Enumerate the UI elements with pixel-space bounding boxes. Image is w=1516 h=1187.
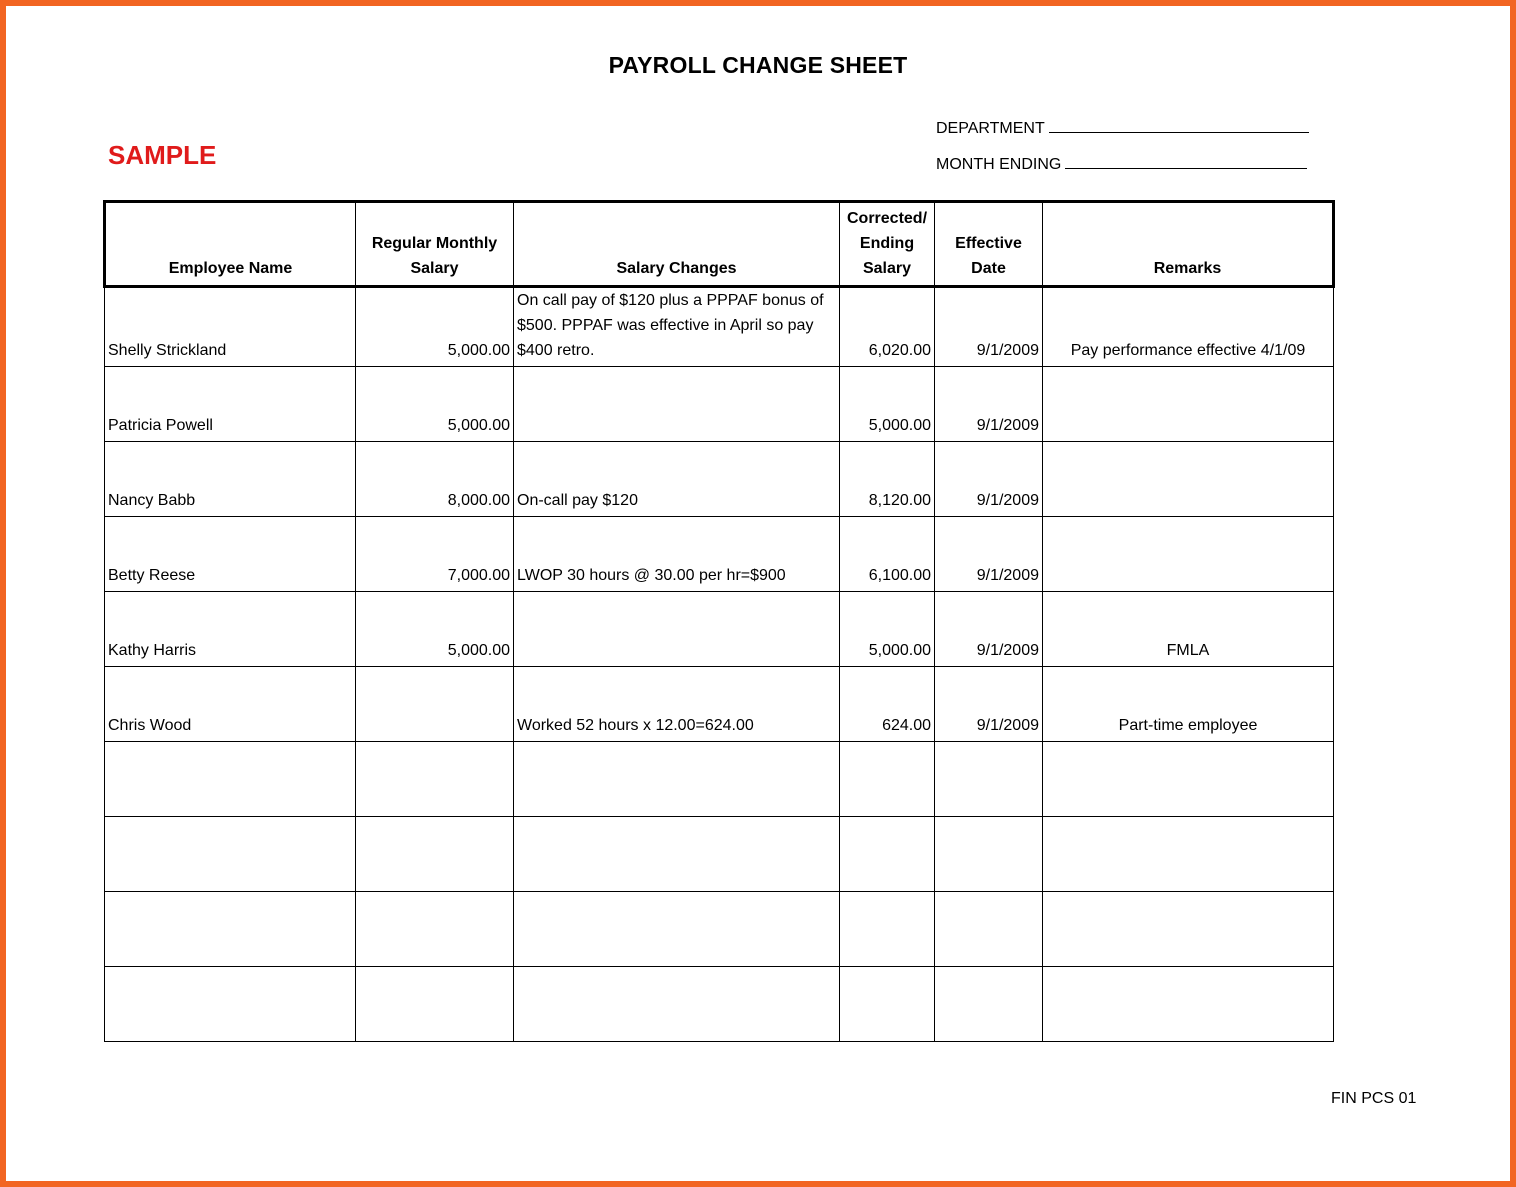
cell-remarks[interactable]	[1043, 967, 1334, 1042]
cell-regular-salary[interactable]: 5,000.00	[356, 367, 514, 442]
month-ending-field[interactable]	[936, 152, 1307, 174]
cell-effective-date[interactable]: 9/1/2009	[935, 442, 1043, 517]
cell-regular-salary[interactable]	[356, 817, 514, 892]
table-row	[105, 742, 1334, 817]
header-effective-date: Effective Date	[935, 202, 1043, 287]
cell-corrected-salary[interactable]	[840, 892, 935, 967]
cell-salary-changes[interactable]	[514, 892, 840, 967]
cell-remarks[interactable]: Pay performance effective 4/1/09	[1043, 287, 1334, 367]
cell-remarks[interactable]	[1043, 442, 1334, 517]
table-row	[105, 367, 1334, 442]
cell-salary-changes[interactable]	[514, 742, 840, 817]
cell-effective-date[interactable]	[935, 817, 1043, 892]
table-row	[105, 967, 1334, 1042]
cell-regular-salary[interactable]	[356, 892, 514, 967]
cell-regular-salary[interactable]: 5,000.00	[356, 287, 514, 367]
header-remarks: Remarks	[1043, 202, 1334, 287]
table-row	[105, 667, 1334, 742]
cell-corrected-salary[interactable]	[840, 742, 935, 817]
cell-employee-name[interactable]: Kathy Harris	[105, 592, 356, 667]
cell-regular-salary[interactable]: 5,000.00	[356, 592, 514, 667]
cell-employee-name[interactable]: Nancy Babb	[105, 442, 356, 517]
header-salary-changes: Salary Changes	[514, 202, 840, 287]
cell-employee-name[interactable]	[105, 742, 356, 817]
cell-remarks[interactable]	[1043, 817, 1334, 892]
cell-regular-salary[interactable]	[356, 967, 514, 1042]
cell-remarks[interactable]	[1043, 742, 1334, 817]
cell-salary-changes[interactable]: On-call pay $120	[514, 442, 840, 517]
cell-salary-changes[interactable]	[514, 817, 840, 892]
cell-employee-name[interactable]: Patricia Powell	[105, 367, 356, 442]
month-ending-blank-line[interactable]	[1065, 152, 1307, 169]
table-row	[105, 817, 1334, 892]
cell-employee-name[interactable]	[105, 967, 356, 1042]
cell-effective-date[interactable]	[935, 742, 1043, 817]
cell-remarks[interactable]: Part-time employee	[1043, 667, 1334, 742]
cell-corrected-salary[interactable]: 5,000.00	[840, 367, 935, 442]
header-corrected-ending-salary: Corrected/ Ending Salary	[840, 202, 935, 287]
cell-salary-changes[interactable]: Worked 52 hours x 12.00=624.00	[514, 667, 840, 742]
cell-corrected-salary[interactable]: 6,100.00	[840, 517, 935, 592]
cell-employee-name[interactable]	[105, 892, 356, 967]
cell-effective-date[interactable]: 9/1/2009	[935, 592, 1043, 667]
cell-salary-changes[interactable]: LWOP 30 hours @ 30.00 per hr=$900	[514, 517, 840, 592]
cell-remarks[interactable]: FMLA	[1043, 592, 1334, 667]
table-row	[105, 517, 1334, 592]
cell-employee-name[interactable]	[105, 817, 356, 892]
cell-salary-changes[interactable]	[514, 367, 840, 442]
header-regular-monthly-salary: Regular Monthly Salary	[356, 202, 514, 287]
header-employee-name: Employee Name	[105, 202, 356, 287]
cell-corrected-salary[interactable]: 5,000.00	[840, 592, 935, 667]
cell-employee-name[interactable]: Chris Wood	[105, 667, 356, 742]
department-blank-line[interactable]	[1049, 116, 1309, 133]
cell-remarks[interactable]	[1043, 517, 1334, 592]
form-code: FIN PCS 01	[1331, 1090, 1417, 1107]
table-row	[105, 442, 1334, 517]
cell-employee-name[interactable]: Shelly Strickland	[105, 287, 356, 367]
department-label: DEPARTMENT	[936, 120, 1045, 137]
cell-salary-changes[interactable]: On call pay of $120 plus a PPPAF bonus of $500. PPPAF was effective in April so pay $400 retro.	[514, 287, 840, 367]
cell-effective-date[interactable]: 9/1/2009	[935, 367, 1043, 442]
cell-effective-date[interactable]: 9/1/2009	[935, 667, 1043, 742]
cell-corrected-salary[interactable]: 8,120.00	[840, 442, 935, 517]
cell-regular-salary[interactable]	[356, 667, 514, 742]
page-title: PAYROLL CHANGE SHEET	[608, 52, 908, 78]
cell-effective-date[interactable]: 9/1/2009	[935, 517, 1043, 592]
cell-corrected-salary[interactable]	[840, 817, 935, 892]
table-header-row	[105, 202, 1334, 287]
cell-employee-name[interactable]: Betty Reese	[105, 517, 356, 592]
cell-effective-date[interactable]	[935, 967, 1043, 1042]
cell-regular-salary[interactable]: 7,000.00	[356, 517, 514, 592]
month-ending-label: MONTH ENDING	[936, 156, 1062, 173]
table-row	[105, 287, 1334, 367]
cell-effective-date[interactable]	[935, 892, 1043, 967]
table-row	[105, 592, 1334, 667]
table-row	[105, 892, 1334, 967]
cell-remarks[interactable]	[1043, 892, 1334, 967]
cell-regular-salary[interactable]	[356, 742, 514, 817]
cell-effective-date[interactable]: 9/1/2009	[935, 287, 1043, 367]
cell-corrected-salary[interactable]	[840, 967, 935, 1042]
department-field[interactable]	[936, 116, 1309, 138]
cell-remarks[interactable]	[1043, 367, 1334, 442]
payroll-change-table	[103, 200, 1335, 1042]
cell-salary-changes[interactable]	[514, 967, 840, 1042]
cell-regular-salary[interactable]: 8,000.00	[356, 442, 514, 517]
cell-salary-changes[interactable]	[514, 592, 840, 667]
cell-corrected-salary[interactable]: 6,020.00	[840, 287, 935, 367]
sample-watermark: SAMPLE	[108, 140, 217, 170]
cell-corrected-salary[interactable]: 624.00	[840, 667, 935, 742]
